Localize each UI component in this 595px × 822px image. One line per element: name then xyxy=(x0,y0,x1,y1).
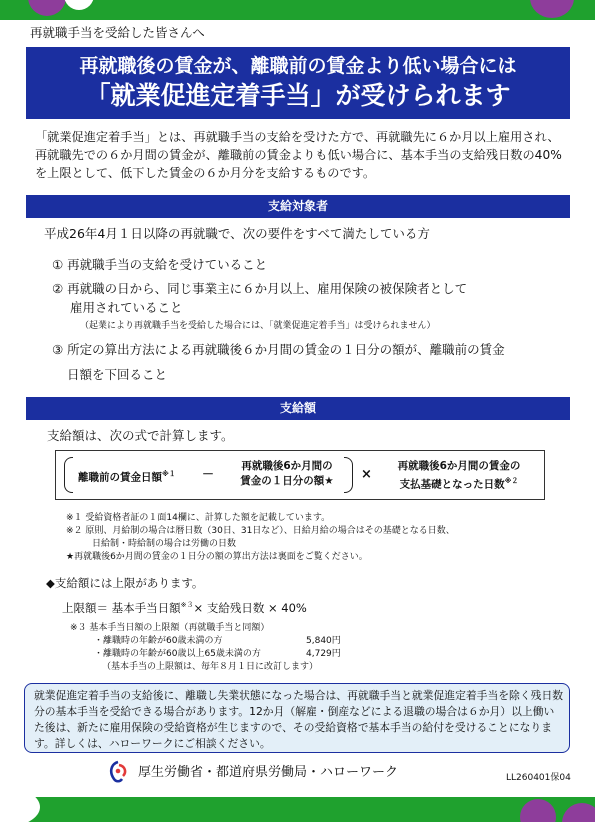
age-under-60-label: ・離職時の年齢が60歳未満の方 xyxy=(94,636,223,646)
times-sign: × xyxy=(361,467,372,482)
notice-text: 就業促進定着手当の支給後に、離職し失業状態になった場合は、再就職手当と就業促進定着手当を除く残日数分の基本手当を受給できる場合があります。12か月（解雇・倒産などによる退職の場合は６か月）以上働いた後は、新たに雇用保険の受給資格が生じますので、その受給資格で基本手当の給付を受けることになります。詳しくは、ハローワークにご相談ください。 xyxy=(34,689,564,750)
section-eligibility-title: 支給対象者 xyxy=(26,195,570,218)
ministry-name: 厚生労働省・都道府県労働局・ハローワーク xyxy=(138,765,399,780)
open-bracket xyxy=(64,457,73,493)
headline-banner xyxy=(26,47,570,119)
age-60-65-value: 4,729円 xyxy=(306,649,341,659)
ministry-logo-icon xyxy=(106,760,130,784)
new-wage-line1: 再就職後6か月間の xyxy=(241,460,333,472)
calculation-formula xyxy=(55,450,545,500)
age-under-60-value: 5,840円 xyxy=(306,636,341,646)
amount-lead: 支給額は、次の式で計算します。 xyxy=(47,428,234,443)
formula-term-days xyxy=(374,459,544,493)
age-60-65-label: ・離職時の年齢が60歳以上65歳未満の方 xyxy=(94,649,261,659)
formula-term-new-wage xyxy=(222,459,352,489)
upper-limit-formula-start: 上限額＝ 基本手当日額 xyxy=(62,600,181,615)
new-wage-line2: 賃金の１日分の額★ xyxy=(240,475,334,487)
intro-paragraph: 「就業促進定着手当」とは、再就職手当の支給を受けた方で、再就職先に６か月以上雇用され、再就職先での６か月間の賃金が、離職前の賃金よりも低い場合に、基本手当の支給残日数の40%を上限として、低下した賃金の６か月分を支給するものです。 xyxy=(35,130,562,180)
purple-circle-decoration xyxy=(28,0,66,16)
prior-wage-footnote: ※１ xyxy=(162,470,176,478)
requirement-3-cont: 日額を下回ること xyxy=(67,367,168,382)
upper-limit-formula xyxy=(62,596,307,617)
days-line1: 再就職後6か月間の賃金の xyxy=(397,460,521,472)
section-amount-title: 支給額 xyxy=(26,397,570,420)
white-circle-decoration xyxy=(0,797,40,822)
requirement-2: ② 再就職の日から、同じ事業主に６か月以上、雇用保険の被保険者として xyxy=(52,281,468,296)
leaflet-code: LL260401保04 xyxy=(506,773,571,783)
upper-limit-heading: ◆支給額には上限があります。 xyxy=(46,576,204,590)
notice-box xyxy=(24,683,570,753)
upper-limit-footnote: ※３ xyxy=(180,601,194,609)
bottom-decorative-band xyxy=(0,797,595,822)
white-circle-decoration xyxy=(64,0,94,10)
days-line2: 支払基礎となった日数 xyxy=(399,478,505,491)
formula-term-prior-wage xyxy=(78,467,176,486)
footnote-2: ※２ 原則、月給制の場合は暦日数（30日、31日など）、日給月給の場合はその基礎となる日数、 xyxy=(66,526,455,536)
upper-limit-formula-end: × 支給残日数 × 40% xyxy=(193,600,307,615)
footnote-2-cont: 日給制・時給制の場合は労働の日数 xyxy=(92,539,237,549)
top-decorative-band xyxy=(0,0,595,20)
purple-circle-decoration xyxy=(520,799,556,822)
footnote-3-foot: （基本手当の上限額は、毎年８月１日に改訂します） xyxy=(102,662,319,672)
minus-sign: － xyxy=(202,467,215,481)
prior-wage-label: 離職前の賃金日額 xyxy=(78,471,162,484)
purple-circle-decoration xyxy=(530,0,574,18)
eligibility-lead: 平成26年4月１日以降の再就職で、次の要件をすべて満たしている方 xyxy=(44,226,430,241)
days-footnote: ※２ xyxy=(504,477,519,485)
footnote-star: ★再就職後6か月間の賃金の１日分の額の算出方法は裏面をご覧ください。 xyxy=(66,552,368,562)
purple-circle-decoration xyxy=(562,803,595,822)
requirement-3: ③ 所定の算出方法による再就職後６か月間の賃金の１日分の額が、離職前の賃金 xyxy=(52,342,505,357)
headline-line2: 「就業促進定着手当」が受けられます xyxy=(85,81,511,110)
footnote-3-title: ※３ 基本手当日額の上限額（再就職手当と同額） xyxy=(70,623,270,633)
requirement-2-cont: 雇用されていること xyxy=(70,300,183,315)
close-bracket xyxy=(344,457,353,493)
requirement-2-note: （起業により再就職手当を受給した場合には、「就業促進定着手当」は受けられません） xyxy=(80,321,436,331)
requirement-1: ① 再就職手当の支給を受けていること xyxy=(52,257,268,272)
footnote-1: ※１ 受給資格者証の１面14欄に、計算した額を記載しています。 xyxy=(66,513,331,523)
headline-line1: 再就職後の賃金が、離職前の賃金より低い場合には xyxy=(79,55,517,77)
audience-label: 再就職手当を受給した皆さんへ xyxy=(30,25,205,40)
